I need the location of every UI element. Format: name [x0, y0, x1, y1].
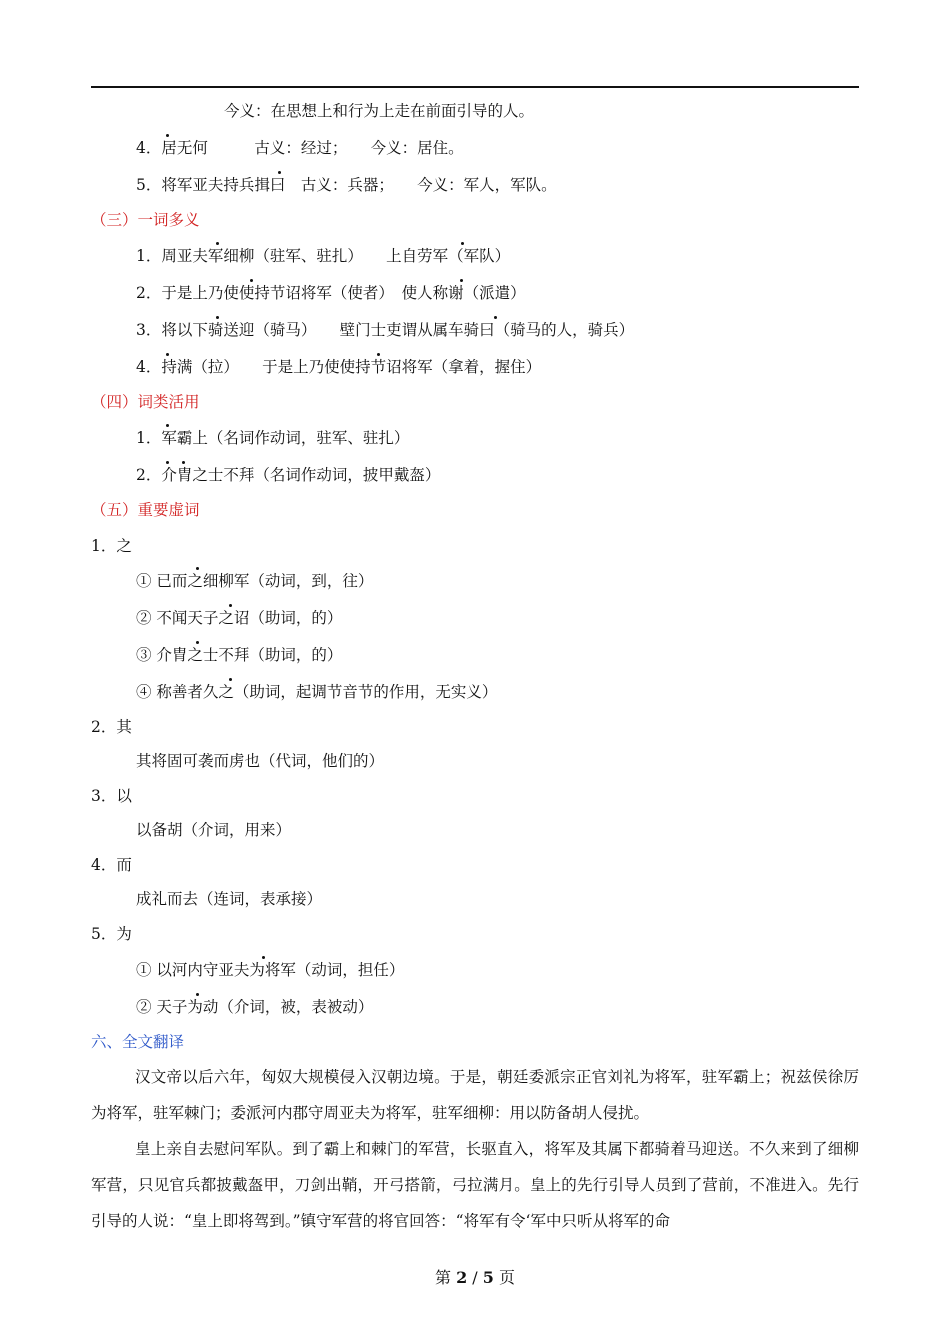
text-line: ④ 称善者久之（助词，起调节音节的作用，无实义） [136, 683, 498, 701]
emphasis-dot [216, 316, 219, 319]
emphasis-dot [377, 353, 380, 356]
text-line: 以备胡（介词，用来） [136, 821, 292, 839]
text-line: 3．以 [91, 787, 132, 805]
text-line: 今义：在思想上和行为上走在前面引导的人。 [224, 102, 535, 120]
text-line: 3．将以下骑送迎（骑马） 壁门士吏谓从属车骑曰（骑马的人，骑兵） [136, 321, 635, 339]
emphasis-dot [494, 316, 497, 319]
section-heading: 六、全文翻译 [91, 1033, 185, 1051]
section-heading: （三）一词多义 [91, 211, 200, 229]
text-line: 成礼而去（连词，表承接） [136, 890, 323, 908]
emphasis-dot [229, 678, 232, 681]
footer-separator: / [467, 1268, 483, 1287]
footer-page-total: 5 [482, 1268, 494, 1287]
text-line: 2．于是上乃使使持节诏将军（使者） 使人称谢（派遣） [136, 284, 526, 302]
text-line: 5．为 [91, 925, 132, 943]
page-footer [0, 1267, 950, 1289]
text-line: ② 不闻天子之诏（助词，的） [136, 609, 343, 627]
emphasis-dot [461, 242, 464, 245]
footer-page-number: 2 [456, 1268, 468, 1287]
footer-suffix: 页 [493, 1268, 516, 1287]
text-line: 5．将军亚夫持兵揖曰 古义：兵器； 今义：军人，军队。 [136, 176, 557, 194]
section-heading: （四）词类活用 [91, 393, 200, 411]
emphasis-dot [166, 424, 169, 427]
emphasis-dot [196, 993, 199, 996]
footer-prefix: 第 [434, 1268, 457, 1287]
text-line: ② 天子为动（介词，被，表被动） [136, 998, 374, 1016]
text-line: ① 以河内守亚夫为将军（动词，担任） [136, 961, 405, 979]
emphasis-dot [278, 171, 281, 174]
text-line: 2．介胄之士不拜（名词作动词，披甲戴盔） [136, 466, 441, 484]
emphasis-dot [262, 956, 265, 959]
emphasis-dot [460, 279, 463, 282]
emphasis-dot [229, 604, 232, 607]
text-line: 1．周亚夫军细柳（驻军、驻扎） 上自劳军（军队） [136, 247, 511, 265]
text-line: 4．而 [91, 856, 132, 874]
emphasis-dot [196, 567, 199, 570]
emphasis-dot [166, 461, 169, 464]
section-heading: （五）重要虚词 [91, 501, 200, 519]
emphasis-dot [166, 134, 169, 137]
text-line: 1．军霸上（名词作动词，驻军、驻扎） [136, 429, 410, 447]
text-line: 4．居无何 古义：经过； 今义：居住。 [136, 139, 464, 157]
text-line: ③ 介胄之士不拜（助词，的） [136, 646, 343, 664]
header-rule [91, 86, 859, 88]
text-line: 2．其 [91, 718, 132, 736]
translation-paragraph: 汉文帝以后六年，匈奴大规模侵入汉朝边境。于是，朝廷委派宗正官刘礼为将军，驻军霸上；祝兹侯徐厉为将军，驻军棘门；委派河内郡守周亚夫为将军，驻军细柳：用以防备胡人侵扰。 [91, 1068, 859, 1122]
translation-paragraph: 皇上亲自去慰问军队。到了霸上和棘门的军营，长驱直入，将军及其属下都骑着马迎送。不久来到了细柳军营，只见官兵都披戴盔甲，刀剑出鞘，开弓搭箭，弓拉满月。皇上的先行引导人员到了营前，不准进入。先行引导的人说：“皇上即将驾到。”镇守军营的将官回答：“将军有令‘军中只听从将军的命 [91, 1140, 859, 1230]
emphasis-dot [216, 242, 219, 245]
emphasis-dot [166, 353, 169, 356]
emphasis-dot [196, 641, 199, 644]
emphasis-dot [182, 461, 185, 464]
text-line: 1．之 [91, 537, 132, 555]
text-line: 其将固可袭而虏也（代词，他们的） [136, 752, 385, 770]
text-line: 4．持满（拉） 于是上乃使使持节诏将军（拿着，握住） [136, 358, 542, 376]
text-line: ① 已而之细柳军（动词，到，往） [136, 572, 374, 590]
emphasis-dot [250, 279, 253, 282]
